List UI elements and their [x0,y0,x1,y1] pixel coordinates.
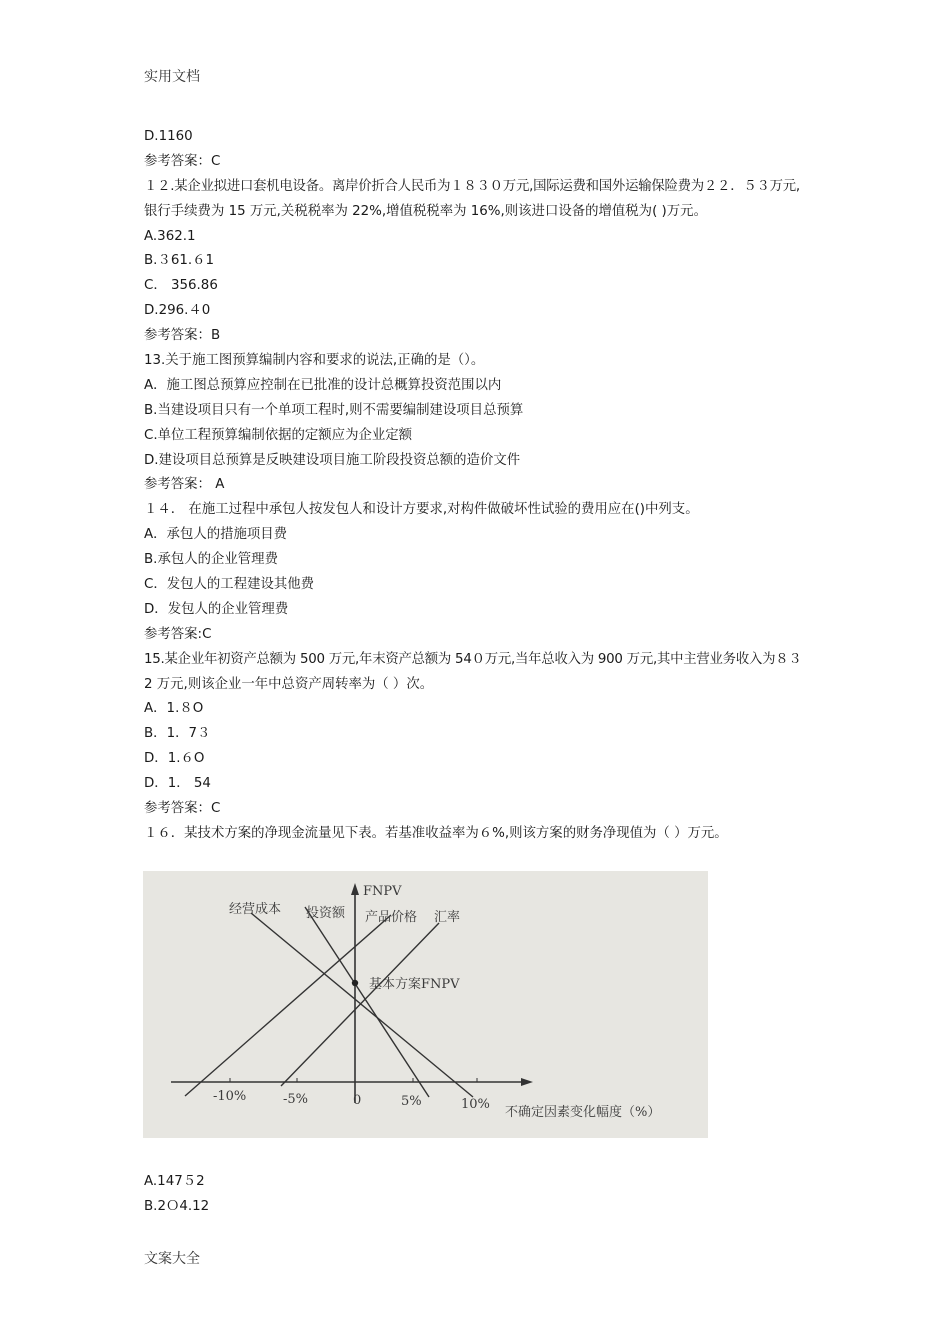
answer-line: 参考答案： A [144,477,225,493]
option-line: C.单位工程预算编制依据的定额应为企业定额 [144,427,413,443]
series-label: 投资额 [306,906,346,921]
x-tick-label: -10% [213,1089,247,1104]
y-axis-label: FNPV [363,884,402,899]
option-line: C．发包人的工程建设其他费 [144,577,315,593]
question-line: １４． 在施工过程中承包人按发包人和设计方要求,对构件做破坏性试验的费用应在()中列支。 [144,502,699,518]
option-line: D．发包人的企业管理费 [144,601,289,617]
x-axis-arrow [521,1078,533,1086]
y-axis-arrow [351,883,359,895]
series-label: 产品价格 [365,910,418,925]
option-line: D．1． 54 [144,776,211,792]
option-line: B.当建设项目只有一个单项工程时,则不需要编制建设项目总预算 [144,402,524,418]
answer-line: 参考答案：C [144,153,221,169]
question-line: １６．某技术方案的净现金流量见下表。若基准收益率为６%,则该方案的财务净现值为（ ）万元。 [144,825,728,841]
question-line: １２.某企业拟进口套机电设备。离岸价折合人民币为１８３０万元,国际运费和国外运输保险费为２２．５３万元, [144,178,800,194]
sensitivity-figure [143,871,708,1138]
answer-line: 参考答案:C [144,626,212,642]
base-point-label: 基本方案FNPV [369,977,460,992]
option-line: A．施工图总预算应控制在已批准的设计总概算投资范围以内 [144,377,502,393]
answer-line: 参考答案：C [144,801,221,817]
series-label: 汇率 [434,910,461,925]
answer-line: 参考答案：B [144,328,221,344]
page-footer: 文案大全 [144,1251,200,1267]
option-line: A．1.８O [144,701,204,717]
x-tick-label: 5% [401,1094,422,1109]
series-line-price [185,915,391,1096]
sensitivity-diagram-svg [143,871,708,1138]
option-line: D．1.６O [144,751,205,767]
x-tick-label: 10% [461,1097,490,1112]
base-point [352,980,358,986]
question-line: 13.关于施工图预算编制内容和要求的说法,正确的是（）。 [144,353,485,369]
x-axis-label: 不确定因素变化幅度（%） [505,1105,661,1120]
option-lines-after-figure [144,1170,914,1220]
option-line: D.296.４0 [144,303,211,319]
series-line-exchange [281,923,439,1086]
x-tick-label: -5% [283,1092,309,1107]
option-line: B.2Ｏ4.12 [144,1198,210,1214]
option-line: A.147５2 [144,1174,205,1189]
page-header: 实用文档 [144,69,200,85]
series-label: 经营成本 [229,902,282,917]
option-line: B．1．7３ [144,726,211,742]
question-line: 2 万元,则该企业一年中总资产周转率为（ ）次。 [144,676,434,692]
option-line: D.建设项目总预算是反映建设项目施工阶段投资总额的造价文件 [144,452,521,468]
option-line: A.362.1 [144,228,196,244]
question-line: 15.某企业年初资产总额为 500 万元,年末资产总额为 54０万元,当年总收入为 900 万元,其中主营业务收入为８３ [144,651,802,667]
question-lines [144,125,914,847]
option-line: A．承包人的措施项目费 [144,527,288,543]
question-line: 银行手续费为 15 万元,关税税率为 22%,增值税税率为 16%,则该进口设备的增值税为( )万元。 [144,203,707,219]
option-line: B.承包人的企业管理费 [144,552,278,568]
text-line: D.1160 [144,129,193,144]
option-line: C． 356.86 [144,278,218,294]
x-tick-label: 0 [353,1093,362,1108]
option-line: B.３61.６1 [144,253,215,269]
